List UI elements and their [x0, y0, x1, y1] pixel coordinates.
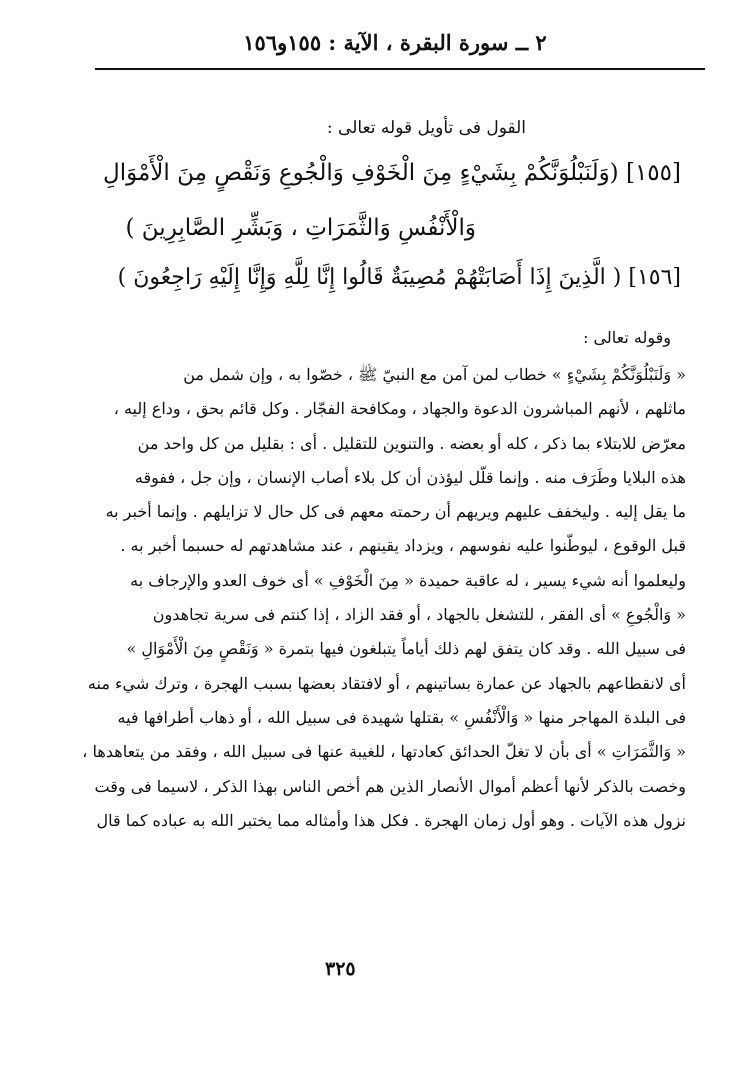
body-line: « وَالثَّمَرَاتِ » أى بأن لا تغلّ الحدائق كعادتها ، للغيبة عنها فى سبيل الله ، وفقد من يتعاهدها ،: [82, 742, 686, 762]
body-line: فى البلدة المهاجر منها « وَالْأَنْفُسِ » بقتلها شهيدة فى سبيل الله ، أو ذهاب أطرافها فيه: [117, 707, 686, 727]
body-line: نزول هذه الآيات . وهو أول زمان الهجرة . فكل هذا وأمثاله مما يختبر الله به عباده كما قال: [96, 810, 686, 830]
verse-156: [١٥٦] ( الَّذِينَ إِذَا أَصَابَتْهُمْ مُصِيبَةٌ قَالُوا إِنَّا لِلَّهِ وَإِنَّا إِلَيْهِ رَاجِعُونَ ): [117, 265, 681, 290]
header-rule: [95, 68, 705, 70]
verse-155-line2: وَالْأَنْفُسِ وَالثَّمَرَاتِ ، وَبَشِّرِ الصَّابِرِينَ ): [125, 215, 476, 241]
section-intro: القول فى تأويل قوله تعالى :: [326, 118, 526, 138]
body-line: ما يقل إليه . وليخفف عليهم ويريهم أن رحمته معهم فى كل حال لا تزايلهم . وإنما أخبر به: [105, 502, 686, 522]
body-line: معرّض للابتلاء بما ذكر ، كله أو بعضه . والتنوين للتقليل . أى : بقليل من كل واحد من: [137, 433, 686, 453]
body-line: ماثلهم ، لأنهم المباشرون الدعوة والجهاد ، ومكافحة الفجّار . وكل قائم بحق ، وداع إليه ،: [113, 399, 686, 419]
body-line: « وَالْجُوعِ » أى الفقر ، للتشغل بالجهاد ، أو فقد الزاد ، إذا كنتم فى سرية تجاهدون: [152, 605, 686, 625]
body-line: وليعلموا أنه شيء يسير ، له عاقبة حميدة « مِنَ الْخَوْفِ » أى خوف العدو والإرجاف به: [130, 570, 686, 590]
body-line: هذه البلايا وطَرَف منه . وإنما قلّل ليؤذن أن كل بلاء أصاب الإنسان ، وإن جل ، ففوقه: [134, 467, 686, 487]
commentary-body: [36, 358, 686, 838]
body-line: « وَلَنَبْلُوَنَّكُمْ بِشَيْءٍ » خطاب لمن آمن مع النبيّ ﷺ ، خصّوا به ، وإن شمل من: [183, 365, 686, 384]
body-line: أى لانقطاعهم بالجهاد عن عمارة بساتينهم ، أو لافتقاد بعضها بسبب الهجرة ، وترك شيء منه: [87, 673, 686, 693]
verse-155-line1: [١٥٥] (وَلَنَبْلُوَنَّكُمْ بِشَيْءٍ مِنَ الْخَوْفِ وَالْجُوعِ وَنَقْصٍ مِنَ الْأَمْوَالِ: [102, 160, 681, 186]
page-number: ٣٢٥: [325, 958, 356, 980]
commentary-subhead: وقوله تعالى :: [583, 328, 671, 347]
running-header: ٢ ــ سورة البقرة ، الآية : ١٥٥و١٥٦: [243, 30, 547, 55]
body-line: قبل الوقوع ، ليوطّنوا عليه نفوسهم ، ويزداد يقينهم ، عند مشاهدتهم له حسبما أخبر به .: [120, 536, 686, 556]
body-line: فى سبيل الله . وقد كان يتفق لهم ذلك أياماً يتبلغون فيها بتمرة « وَنَقْصٍ مِنَ الْأَمْوَالِ »: [126, 639, 686, 659]
body-line: وخصت بالذكر لأنها أعظم أموال الأنصار الذين هم أخص الناس بهذا الذكر ، لاسيما فى وقت: [94, 776, 686, 796]
